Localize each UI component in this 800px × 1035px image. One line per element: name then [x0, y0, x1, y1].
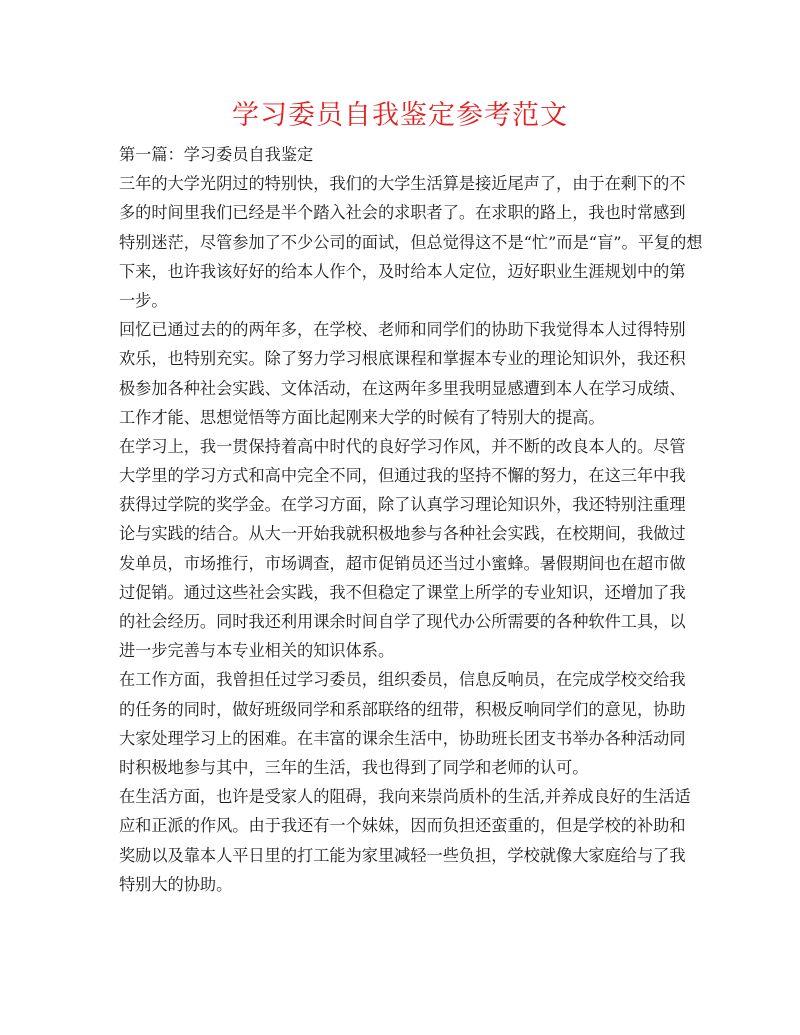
text-line: 大家处理学习上的困难。在丰富的课余生活中，协助班长团支书举办各种活动同: [119, 728, 686, 748]
text-line: 在工作方面，我曾担任过学习委员，组织委员，信息反响员，在完成学校交给我: [119, 670, 686, 690]
text-line: 极参加各种社会实践、文体活动，在这两年多里我明显感遭到本人在学习成绩、: [119, 378, 686, 398]
text-line: 过促销。通过这些社会实践，我不但稳定了课堂上所学的专业知识，还增加了我: [119, 582, 686, 602]
document-title: 学习委员自我鉴定参考范文: [232, 100, 568, 131]
text-line: 欢乐，也特别充实。除了努力学习根底课程和掌握本专业的理论知识外，我还积: [119, 349, 686, 369]
text-line: 下来，也许我该好好的给本人作个，及时给本人定位，迈好职业生涯规划中的第: [119, 261, 686, 281]
document-body: [119, 140, 703, 899]
text-line: 特别大的协助。: [119, 874, 233, 894]
text-line: 三年的大学光阴过的特别快，我们的大学生活算是接近尾声了，由于在剩下的不: [119, 174, 686, 194]
text-line: 一步。: [119, 290, 168, 310]
text-line: 工作才能、思想觉悟等方面比起刚来大学的时候有了特别大的提高。: [119, 407, 605, 427]
text-line: 进一步完善与本专业相关的知识体系。: [119, 641, 395, 661]
text-line: 第一篇：学习委员自我鉴定: [119, 145, 314, 164]
text-line: 多的时间里我们已经是半个踏入社会的求职者了。在求职的路上，我也时常感到: [119, 203, 686, 223]
text-line: 在学习上，我一贯保持着高中时代的良好学习作风，并不断的改良本人的。尽管: [119, 436, 686, 456]
text-line: 在生活方面，也许是受家人的阻碍，我向来崇尚质朴的生活,并养成良好的生活适: [119, 787, 691, 807]
text-line: 特别迷茫，尽管参加了不少公司的面试，但总觉得这不是“忙”而是“盲”。平复的想: [119, 232, 703, 252]
text-line: 回忆已通过去的的两年多，在学校、老师和同学们的协助下我觉得本人过得特别: [119, 320, 686, 340]
text-line: 时积极地参与其中，三年的生活，我也得到了同学和老师的认可。: [119, 757, 589, 777]
text-line: 奖励以及靠本人平日里的打工能为家里减轻一些负担，学校就像大家庭给与了我: [119, 845, 686, 865]
text-line: 应和正派的作风。由于我还有一个妹妹，因而负担还蛮重的，但是学校的补助和: [119, 816, 686, 836]
text-line: 发单员，市场推行，市场调查，超市促销员还当过小蜜蜂。暑假期间也在超市做: [119, 553, 686, 573]
text-line: 的社会经历。同时我还利用课余时间自学了现代办公所需要的各种软件工具，以: [119, 612, 686, 631]
text-line: 的任务的同时，做好班级同学和系部联络的纽带，积极反响同学们的意见，协助: [119, 699, 686, 719]
text-line: 论与实践的结合。从大一开始我就积极地参与各种社会实践，在校期间，我做过: [119, 524, 686, 544]
text-line: 获得过学院的奖学金。在学习方面，除了认真学习理论知识外，我还特别注重理: [119, 495, 686, 515]
text-line: 大学里的学习方式和高中完全不同，但通过我的坚持不懈的努力，在这三年中我: [119, 466, 686, 486]
